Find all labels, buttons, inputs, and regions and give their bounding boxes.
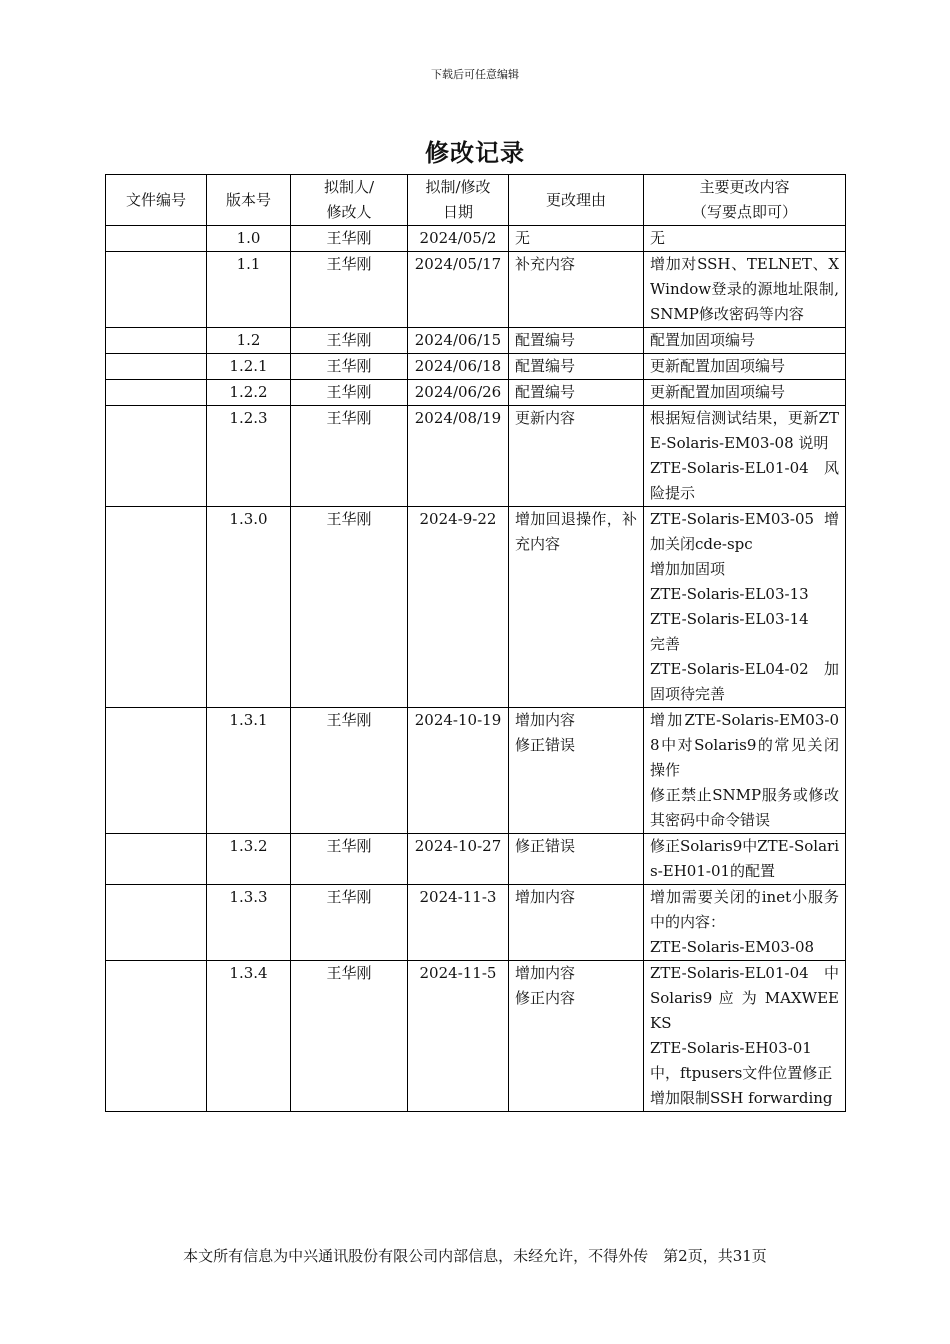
cell-content <box>644 226 846 252</box>
cell-date: 2024-9-22 <box>408 507 509 708</box>
cell-content <box>644 406 846 507</box>
content-line: 更新配置加固项编号 <box>650 383 786 401</box>
reason-line: 修正内容 <box>515 989 576 1007</box>
cell-date: 2024-10-27 <box>408 834 509 885</box>
table-row <box>106 380 846 406</box>
cell-version: 1.2.3 <box>207 406 291 507</box>
content-line: 增加限制SSH forwarding <box>650 1089 833 1107</box>
cell-author: 王华刚 <box>291 354 408 380</box>
content-line: 增加需要关闭的inet小服务中的内容： <box>650 888 839 931</box>
cell-doc-no <box>106 354 207 380</box>
cell-date: 2024/06/26 <box>408 380 509 406</box>
content-line: 增加加固项 <box>650 560 726 578</box>
cell-date: 2024/06/15 <box>408 328 509 354</box>
content-line: 更新配置加固项编号 <box>650 357 786 375</box>
reason-line: 配置编号 <box>515 357 576 375</box>
cell-content <box>644 507 846 708</box>
cell-author: 王华刚 <box>291 507 408 708</box>
cell-author: 王华刚 <box>291 406 408 507</box>
reason-line: 增加回退操作，补充内容 <box>515 510 637 553</box>
cell-content <box>644 834 846 885</box>
header-date-line1: 拟制/修改 <box>425 178 491 196</box>
content-line: ZTE-Solaris-EM03-05 增加关闭cde-spc <box>650 510 839 553</box>
cell-reason <box>509 226 644 252</box>
content-line: 根据短信测试结果，更新ZTE-Solaris-EM03-08 说明 <box>650 409 839 452</box>
cell-reason <box>509 507 644 708</box>
cell-version: 1.3.4 <box>207 961 291 1112</box>
reason-line: 增加内容 <box>515 711 576 729</box>
cell-doc-no <box>106 252 207 328</box>
cell-date: 2024/08/19 <box>408 406 509 507</box>
table-row <box>106 328 846 354</box>
cell-reason <box>509 252 644 328</box>
cell-doc-no <box>106 406 207 507</box>
cell-content <box>644 885 846 961</box>
header-date <box>408 175 509 226</box>
cell-reason <box>509 885 644 961</box>
cell-version: 1.2 <box>207 328 291 354</box>
header-content <box>644 175 846 226</box>
cell-date: 2024/05/2 <box>408 226 509 252</box>
header-note: 下载后可任意编辑 <box>431 68 519 81</box>
page-footer: 本文所有信息为中兴通讯股份有限公司内部信息，未经允许，不得外传 第2页，共31页 <box>183 1247 767 1265</box>
cell-reason <box>509 354 644 380</box>
header-author-line2: 修改人 <box>326 203 372 221</box>
cell-version: 1.2.2 <box>207 380 291 406</box>
reason-line: 更新内容 <box>515 409 576 427</box>
content-line: ZTE-Solaris-EL04-02 加固项待完善 <box>650 660 839 703</box>
cell-version: 1.0 <box>207 226 291 252</box>
cell-date: 2024-11-5 <box>408 961 509 1112</box>
cell-doc-no <box>106 885 207 961</box>
cell-content <box>644 961 846 1112</box>
cell-author: 王华刚 <box>291 226 408 252</box>
cell-author: 王华刚 <box>291 885 408 961</box>
table-row <box>106 406 846 507</box>
cell-content <box>644 354 846 380</box>
reason-line: 增加内容 <box>515 888 576 906</box>
cell-author: 王华刚 <box>291 834 408 885</box>
table-row <box>106 885 846 961</box>
cell-doc-no <box>106 961 207 1112</box>
cell-version: 1.3.2 <box>207 834 291 885</box>
content-line: ZTE-Solaris-EL01-04 风险提示 <box>650 459 839 502</box>
table-row <box>106 252 846 328</box>
reason-line: 修正错误 <box>515 736 576 754</box>
content-line: ZTE-Solaris-EH03-01中，ftpusers文件位置修正 <box>650 1039 833 1082</box>
cell-date: 2024/05/17 <box>408 252 509 328</box>
cell-version: 1.3.1 <box>207 708 291 834</box>
table-row <box>106 708 846 834</box>
cell-author: 王华刚 <box>291 708 408 834</box>
cell-date: 2024-10-19 <box>408 708 509 834</box>
header-content-line2: （写要点即可） <box>691 203 797 221</box>
content-line: ZTE-Solaris-EL03-14 <box>650 610 809 628</box>
reason-line: 无 <box>515 229 531 247</box>
header-reason: 更改理由 <box>509 175 644 226</box>
cell-reason <box>509 328 644 354</box>
cell-content <box>644 380 846 406</box>
cell-doc-no <box>106 507 207 708</box>
content-line: 配置加固项编号 <box>650 331 756 349</box>
cell-reason <box>509 961 644 1112</box>
content-line: ZTE-Solaris-EL03-13 <box>650 585 809 603</box>
reason-line: 配置编号 <box>515 383 576 401</box>
reason-line: 配置编号 <box>515 331 576 349</box>
header-author-line1: 拟制人/ <box>323 178 375 196</box>
reason-line: 增加内容 <box>515 964 576 982</box>
cell-version: 1.1 <box>207 252 291 328</box>
table-row <box>106 507 846 708</box>
cell-reason <box>509 406 644 507</box>
table-row <box>106 834 846 885</box>
cell-content <box>644 328 846 354</box>
cell-author: 王华刚 <box>291 380 408 406</box>
cell-version: 1.3.3 <box>207 885 291 961</box>
cell-doc-no <box>106 328 207 354</box>
cell-reason <box>509 834 644 885</box>
content-line: 完善 <box>650 635 681 653</box>
header-content-line1: 主要更改内容 <box>699 178 790 196</box>
revision-table <box>105 174 846 1112</box>
header-doc-no: 文件编号 <box>106 175 207 226</box>
cell-doc-no <box>106 708 207 834</box>
cell-content <box>644 708 846 834</box>
cell-doc-no <box>106 226 207 252</box>
content-line: 增加ZTE-Solaris-EM03-08中对Solaris9的常见关闭操作 <box>650 711 839 779</box>
header-author <box>291 175 408 226</box>
cell-version: 1.2.1 <box>207 354 291 380</box>
cell-date: 2024/06/18 <box>408 354 509 380</box>
table-row <box>106 354 846 380</box>
content-line: ZTE-Solaris-EM03-08 <box>650 938 815 956</box>
content-line: 修正Solaris9中ZTE-Solaris-EH01-01的配置 <box>650 837 839 880</box>
table-row <box>106 226 846 252</box>
cell-doc-no <box>106 380 207 406</box>
cell-author: 王华刚 <box>291 961 408 1112</box>
content-line: 增加对SSH、TELNET、XWindow登录的源地址限制,SNMP修改密码等内容 <box>650 255 839 323</box>
content-line: 修正禁止SNMP服务或修改其密码中命令错误 <box>650 786 839 829</box>
reason-line: 修正错误 <box>515 837 576 855</box>
page-title: 修改记录 <box>425 138 525 167</box>
cell-reason <box>509 708 644 834</box>
cell-doc-no <box>106 834 207 885</box>
table-header-row <box>106 175 846 226</box>
cell-content <box>644 252 846 328</box>
content-line: ZTE-Solaris-EL01-04 中 Solaris9 应 为 MAXWEEKS <box>650 964 839 1032</box>
cell-date: 2024-11-3 <box>408 885 509 961</box>
header-version: 版本号 <box>207 175 291 226</box>
cell-author: 王华刚 <box>291 252 408 328</box>
cell-version: 1.3.0 <box>207 507 291 708</box>
content-line: 无 <box>650 229 666 247</box>
table-row <box>106 961 846 1112</box>
header-date-line2: 日期 <box>442 203 473 221</box>
reason-line: 补充内容 <box>515 255 576 273</box>
cell-author: 王华刚 <box>291 328 408 354</box>
cell-reason <box>509 380 644 406</box>
